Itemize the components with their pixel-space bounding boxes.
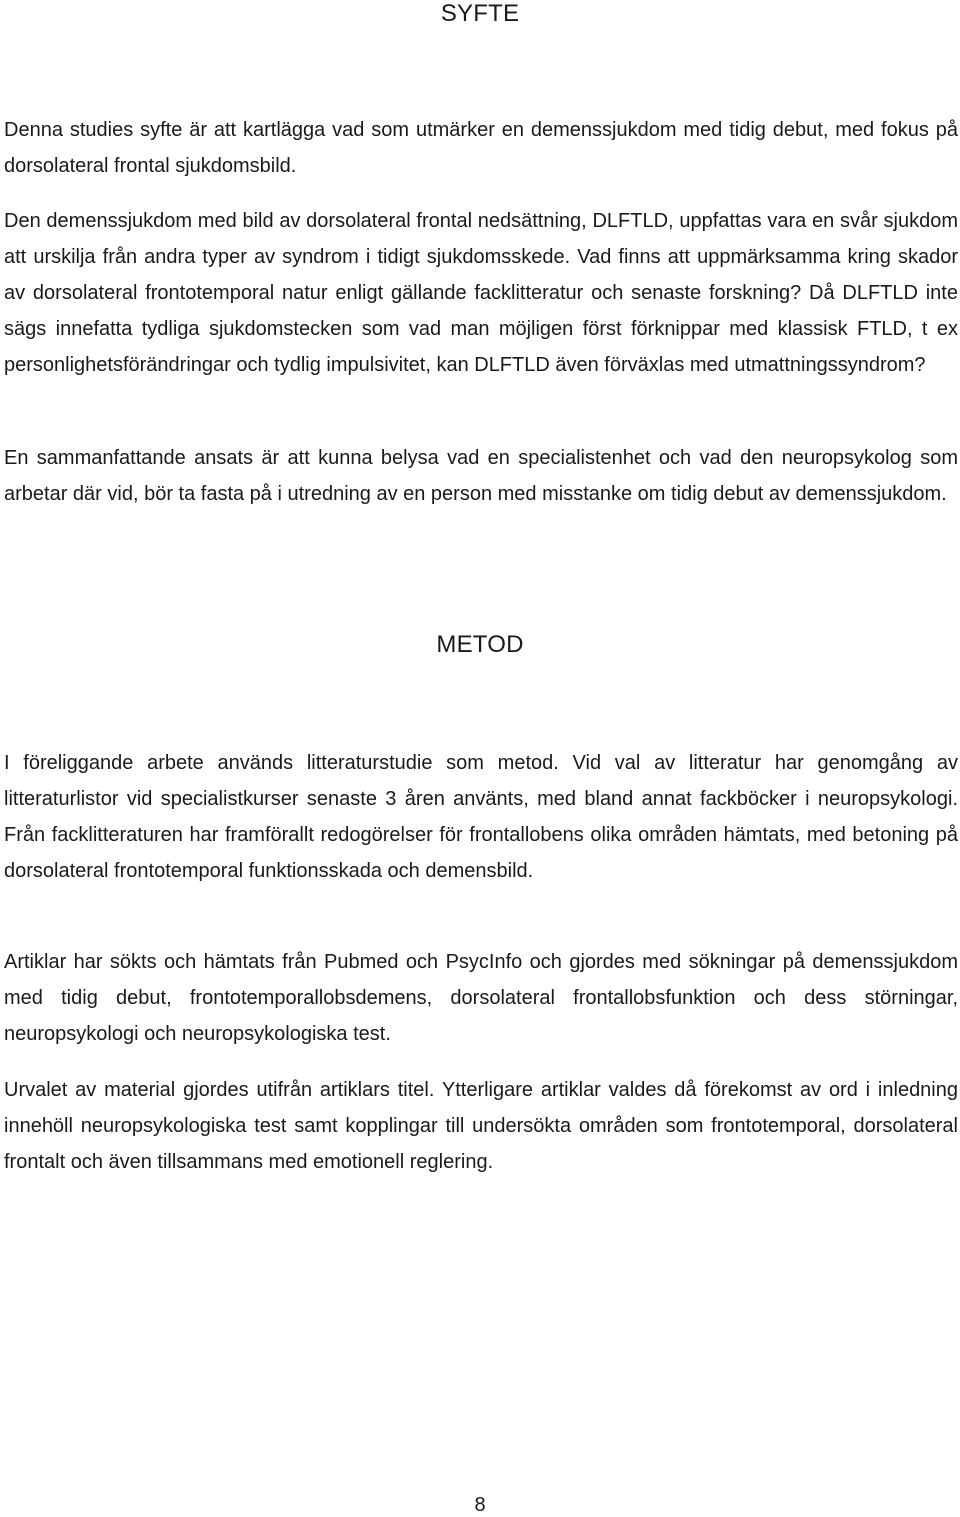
syfte-paragraph-1: Denna studies syfte är att kartlägga vad som utmärker en demenssjukdom med tidig debut, med fokus på dorsolateral frontal sjukdomsbild. (4, 119, 958, 177)
metod-paragraph-1: I föreliggande arbete används litteraturstudie som metod. Vid val av litteratur har genomgång av litteraturlistor vid specialistkurser senaste 3 åren använts, med bland annat fackböcker i neuropsykologi. Från facklitteraturen har framförallt redogörelser för frontallobens olika områden hämtats, med betoning på dorsolateral frontotemporal funktionsskada och demensbild. (4, 752, 958, 882)
syfte-paragraph-3: En sammanfattande ansats är att kunna belysa vad en specialistenhet och vad den neuropsykolog som arbetar där vid, bör ta fasta på i utredning av en person med misstanke om tidig debut av demenssjukdom. (4, 447, 958, 505)
metod-paragraph-3: Urvalet av material gjordes utifrån artiklars titel. Ytterligare artiklar valdes då förekomst av ord i inledning innehöll neuropsykologiska test samt kopplingar till undersökta områden som frontotemporal, dorsolateral frontalt och även tillsammans med emotionell reglering. (4, 1079, 958, 1173)
syfte-paragraph-2: Den demenssjukdom med bild av dorsolateral frontal nedsättning, DLFTLD, uppfattas vara en svår sjukdom att urskilja från andra typer av syndrom i tidigt sjukdomsskede. Vad finns att uppmärksamma kring skador av dorsolateral frontotemporal natur enligt gällande facklitteratur och senaste forskning? Då DLFTLD inte sägs innefatta tydliga sjukdomstecken som vad man möjligen först förknippar med klassisk FTLD, t ex personlighetsförändringar och tydlig impulsivitet, kan DLFTLD även förväxlas med utmattningssyndrom? (4, 210, 958, 376)
page-number: 8 (474, 1494, 486, 1516)
section-heading-metod: METOD (436, 631, 524, 658)
metod-paragraph-2: Artiklar har sökts och hämtats från Pubmed och PsycInfo och gjordes med sökningar på demenssjukdom med tidig debut, frontotemporallobsdemens, dorsolateral frontallobsfunktion och dess störningar, neuropsykologi och neuropsykologiska test. (4, 951, 958, 1045)
section-heading-syfte: SYFTE (440, 0, 520, 27)
